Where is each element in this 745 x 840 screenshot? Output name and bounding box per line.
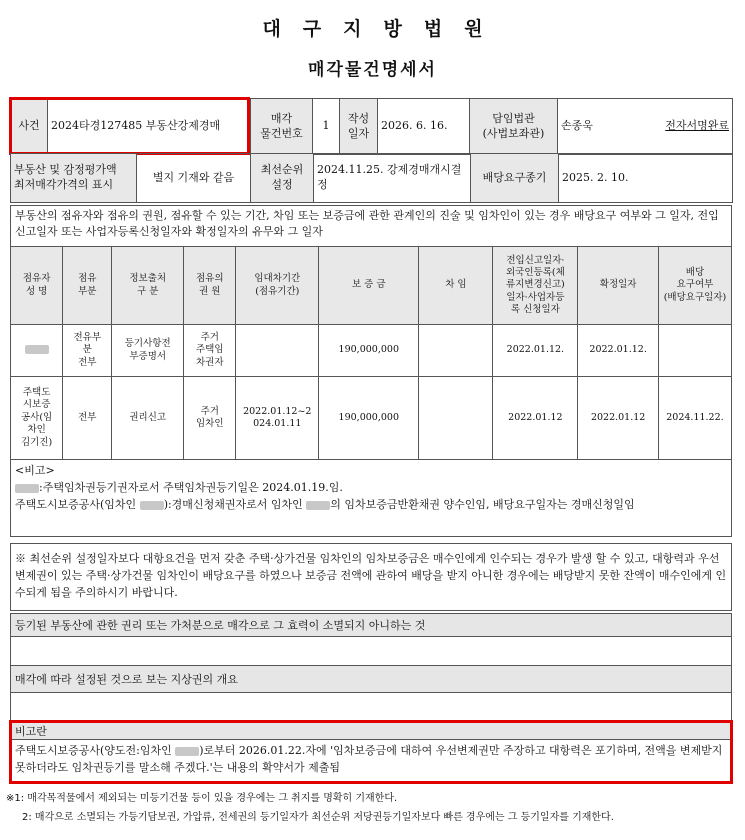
deadline-label: 배당요구종기 — [471, 154, 559, 203]
table-cell: 190,000,000 — [319, 325, 419, 377]
date-value: 2026. 6. 16. — [378, 99, 470, 155]
remarks-text: :주택임차권등기권자로서 주택임차권등기일은 2024.01.19.임. — [39, 481, 343, 495]
section-surface-rights-body — [10, 692, 732, 722]
table-cell: 2022.01.12 — [493, 377, 578, 460]
remarks-label: <비고> — [15, 464, 55, 477]
table-cell: 등기사항전 부증명서 — [112, 325, 184, 377]
case-highlight-frame — [9, 97, 250, 155]
remark-section-header: 비고란 — [10, 722, 732, 740]
redaction-mark — [140, 501, 164, 510]
remarks-box — [10, 459, 732, 537]
priority-label: 최선순위 설정 — [251, 154, 314, 203]
table-cell: 2024.11.22. — [658, 377, 731, 460]
col-header: 전입신고일자· 외국인등록(체 류지변경신고) 일자·사업자등 록 신청일자 — [493, 247, 578, 325]
section-surface-rights-header: 매각에 따라 설정된 것으로 보는 지상권의 개요 — [10, 665, 732, 693]
redaction-mark — [306, 501, 330, 510]
court-name: 대구지방법원 — [262, 18, 505, 40]
date-label: 작성 일자 — [340, 99, 378, 155]
table-cell — [419, 377, 493, 460]
table-row — [11, 377, 732, 460]
table-cell — [419, 325, 493, 377]
table-cell — [658, 325, 731, 377]
item-no: 1 — [313, 99, 340, 155]
col-header: 보 증 금 — [319, 247, 419, 325]
col-header: 점유의 권 원 — [184, 247, 236, 325]
col-header: 점유자 성 명 — [11, 247, 63, 325]
col-header: 확정일자 — [578, 247, 659, 325]
table-cell: 주거 임차인 — [184, 377, 236, 460]
remark-text: )로부터 2026.01.22.자에 '임차보증금에 대하여 우선변제권만 주장하고 대항력은 포기하며, 전액을 변제받지 못하더라도 임차권등기를 말소해 주겠다.'는 내용의 확약서가 제출됨 — [15, 744, 723, 775]
table-cell: 권리신고 — [112, 377, 184, 460]
table-cell: 전부 — [63, 377, 112, 460]
table-cell: 2022.01.12. — [578, 325, 659, 377]
col-header: 정보출처 구 분 — [112, 247, 184, 325]
footnote-2: 2: 매각으로 소멸되는 가등기담보권, 가압류, 전세권의 등기일자가 최선순위 저당권등기일자보다 빠른 경우에는 그 등기일자를 기재한다. — [22, 812, 614, 823]
table-cell: 주택도 시보증 공사(임 차인 김기진) — [11, 377, 63, 460]
remarks-line-1 — [15, 479, 727, 496]
priority-value: 2024.11.25. 강제경매개시결정 — [314, 154, 471, 203]
occupancy-table — [10, 246, 732, 460]
table-cell: 190,000,000 — [319, 377, 419, 460]
redaction-mark — [15, 484, 39, 493]
col-header: 점유 부분 — [63, 247, 112, 325]
remark-highlight-frame — [9, 720, 733, 784]
judge-name: 손종욱 — [561, 119, 593, 133]
remarks-text: ):경매신청채권자로서 임차인 — [163, 498, 307, 512]
judge-cell — [558, 99, 733, 155]
remark-text: 주택도시보증공사(양도전:임차인 — [15, 744, 176, 757]
footnote-1: ※1: 매각목적물에서 제외되는 미등기건물 등이 있을 경우에는 그 취지를 명확히 기재한다. — [6, 793, 398, 804]
table-row — [11, 325, 732, 377]
col-header: 임대차기간 (점유기간) — [236, 247, 319, 325]
warning-notice: ※ 최선순위 설정일자보다 대항요건을 먼저 갖춘 주택·상가건물 임차인의 임차보증금은 매수인에게 인수되는 경우가 발생 할 수 있고, 대항력과 우선변제권이 있는 주택·상가건물 임차인이 배당요구를 하였으나 보증금 전액에 관하여 배당을 받지 아니한 경우에는 배당받지 못한 잔액이 매수인에게 인수되게 됨을 주의하시기 바랍니다. — [10, 543, 732, 611]
redaction-mark — [25, 345, 49, 354]
col-header: 차 임 — [419, 247, 493, 325]
table-cell: 2022.01.12. — [493, 325, 578, 377]
occupant-name-redacted — [11, 325, 63, 377]
table-cell: 2022.01.12 — [578, 377, 659, 460]
case-label: 사건 — [11, 99, 48, 155]
table-cell — [236, 325, 319, 377]
document-title: 매각물건명세서 — [308, 60, 437, 80]
judge-label: 담임법관 (사법보좌관) — [470, 99, 558, 155]
appraisal-value: 별지 기재와 같음 — [137, 154, 251, 203]
case-value: 2024타경127485 부동산강제경매 — [48, 99, 251, 155]
info-table-2 — [10, 153, 733, 203]
item-no-label: 매각 물건번호 — [251, 99, 313, 155]
section-unextinguished-rights-header: 등기된 부동산에 관한 권리 또는 가처분으로 매각으로 그 효력이 소멸되지 아니하는 것 — [10, 613, 732, 637]
remarks-text: 의 임차보증금반환채권 양수인임, 배당요구일자는 경매신청일임 — [330, 498, 635, 512]
table-cell: 주거 주택임 차권자 — [184, 325, 236, 377]
signature-status: 전자서명완료 — [665, 119, 729, 133]
occupancy-description: 부동산의 점유자와 점유의 권원, 점유할 수 있는 기간, 차임 또는 보증금에 관한 관계인의 진술 및 임차인이 있는 경우 배당요구 여부와 그 일자, 전입신고일자 또는 사업자등록신청일자와 확정일자의 유무와 그 일자 — [10, 205, 732, 247]
col-header: 배당 요구여부 (배당요구일자) — [658, 247, 731, 325]
section-unextinguished-rights-body — [10, 636, 732, 666]
appraisal-label: 부동산 및 감정평가액 최저매각가격의 표시 — [11, 154, 137, 203]
remarks-line-2 — [15, 496, 727, 513]
table-cell: 2022.01.12~2 024.01.11 — [236, 377, 319, 460]
deadline-value: 2025. 2. 10. — [559, 154, 733, 203]
table-cell: 전유부 분 전부 — [63, 325, 112, 377]
remarks-text: 주택도시보증공사(임차인 — [15, 498, 140, 512]
